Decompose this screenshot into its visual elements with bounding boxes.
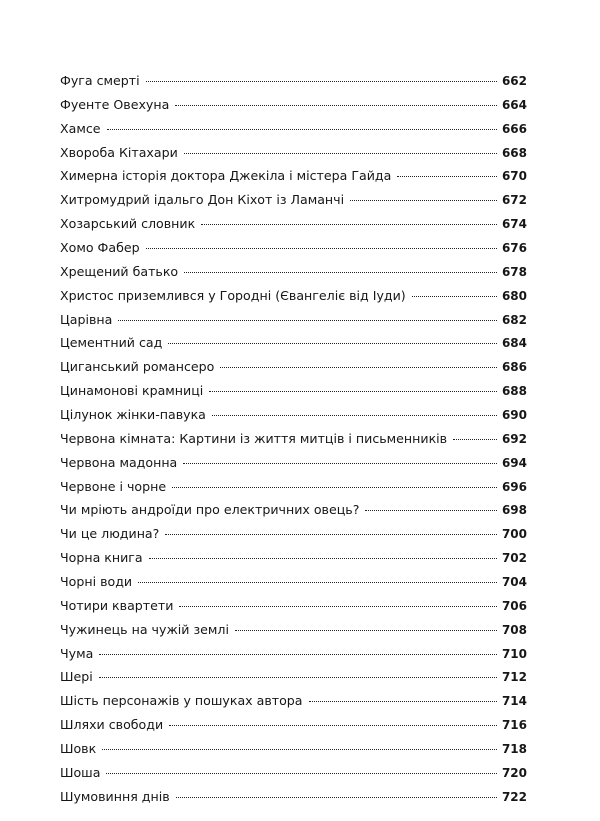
toc-entry [60, 570, 527, 594]
entry-page-number: 708 [501, 622, 527, 637]
entry-page-number: 678 [501, 264, 527, 279]
entry-page-number: 704 [501, 575, 527, 590]
entry-title: Червоне і чорне [60, 478, 167, 494]
toc-entry [60, 594, 527, 618]
entry-page-number: 702 [501, 551, 527, 566]
entry-title: Христос приземлився у Городні (Євангеліє від Іуди) [60, 287, 406, 303]
entry-page-number: 716 [501, 718, 527, 733]
dot-leader [176, 797, 497, 798]
toc-entry [60, 379, 527, 403]
entry-title: Шумовиння днів [60, 788, 170, 804]
dot-leader [172, 487, 497, 488]
entry-title: Хрещений батько [60, 263, 179, 279]
toc-entry [60, 331, 527, 355]
dot-leader [146, 81, 497, 82]
entry-page-number: 686 [501, 360, 527, 375]
dot-leader [146, 248, 497, 249]
entry-title: Хитромудрий ідальго Дон Кіхот із Ламанчі [60, 192, 345, 208]
entry-title: Цементний сад [60, 335, 163, 351]
entry-page-number: 690 [501, 408, 527, 423]
toc-entry [60, 665, 527, 689]
toc-entry [60, 164, 527, 188]
entry-title: Шовк [60, 741, 97, 757]
entry-page-number: 662 [501, 74, 527, 88]
entry-title: Шоша [60, 764, 101, 780]
entry-title: Царівна [60, 311, 113, 327]
entry-page-number: 710 [501, 646, 527, 661]
entry-title: Чи це людина? [60, 526, 160, 542]
dot-leader [365, 510, 497, 511]
dot-leader [350, 200, 497, 201]
dot-leader [99, 654, 497, 655]
toc-entry [60, 451, 527, 475]
dot-leader [453, 439, 497, 440]
entry-title: Червона кімната: Картини із життя митців і письменників [60, 430, 448, 446]
entry-page-number: 676 [501, 241, 527, 256]
entry-title: Шляхи свободи [60, 717, 164, 733]
entry-title: Шері [60, 669, 93, 685]
entry-page-number: 682 [501, 312, 527, 327]
toc-entry [60, 117, 527, 141]
entry-title: Чотири квартети [60, 597, 174, 613]
dot-leader [165, 534, 497, 535]
entry-page-number: 674 [501, 217, 527, 232]
entry-page-number: 694 [501, 455, 527, 470]
entry-title: Цілунок жінки-павука [60, 407, 206, 423]
entry-title: Фуенте Овехуна [60, 96, 170, 112]
entry-page-number: 670 [501, 169, 527, 184]
table-of-contents [60, 69, 527, 809]
dot-leader [175, 105, 497, 106]
entry-title: Чума [60, 645, 94, 661]
entry-title: Хозарський словник [60, 216, 196, 232]
toc-entry [60, 308, 527, 332]
entry-page-number: 706 [501, 598, 527, 613]
toc-entry [60, 737, 527, 761]
toc-entry [60, 355, 527, 379]
dot-leader [201, 224, 497, 225]
toc-entry [60, 689, 527, 713]
dot-leader [183, 463, 497, 464]
dot-leader [179, 606, 497, 607]
entry-title: Чужинець на чужій землі [60, 621, 229, 637]
toc-entry [60, 522, 527, 546]
entry-title: Циганський романсеро [60, 359, 215, 375]
entry-page-number: 696 [501, 479, 527, 494]
entry-title: Чи мріють андроїди про електричних овець? [60, 502, 360, 518]
entry-page-number: 712 [501, 670, 527, 685]
entry-page-number: 722 [501, 789, 527, 804]
entry-page-number: 668 [501, 145, 527, 160]
dot-leader [184, 272, 497, 273]
entry-title: Хамсе [60, 120, 101, 136]
dot-leader [309, 701, 497, 702]
toc-entry [60, 93, 527, 117]
dot-leader [220, 367, 497, 368]
dot-leader [168, 343, 497, 344]
toc-entry [60, 260, 527, 284]
entry-page-number: 688 [501, 384, 527, 399]
toc-entry [60, 188, 527, 212]
entry-page-number: 714 [501, 694, 527, 709]
toc-entry [60, 498, 527, 522]
dot-leader [184, 153, 497, 154]
entry-page-number: 720 [501, 765, 527, 780]
entry-title: Чорні води [60, 574, 133, 590]
toc-entry [60, 785, 527, 809]
toc-entry [60, 212, 527, 236]
entry-title: Чорна книга [60, 550, 143, 566]
entry-page-number: 718 [501, 742, 527, 757]
dot-leader [118, 320, 497, 321]
entry-page-number: 700 [501, 527, 527, 542]
entry-title: Цинамонові крамниці [60, 383, 204, 399]
dot-leader [99, 677, 497, 678]
entry-title: Шість персонажів у пошуках автора [60, 693, 303, 709]
entry-page-number: 692 [501, 431, 527, 446]
dot-leader [107, 129, 497, 130]
toc-entry [60, 618, 527, 642]
dot-leader [412, 296, 497, 297]
toc-entry [60, 284, 527, 308]
dot-leader [138, 582, 497, 583]
entry-page-number: 672 [501, 193, 527, 208]
entry-page-number: 680 [501, 288, 527, 303]
dot-leader [102, 749, 497, 750]
toc-entry [60, 69, 527, 93]
toc-entry [60, 141, 527, 165]
dot-leader [235, 630, 497, 631]
toc-entry [60, 236, 527, 260]
toc-entry [60, 403, 527, 427]
toc-entry [60, 427, 527, 451]
toc-entry [60, 761, 527, 785]
entry-page-number: 698 [501, 503, 527, 518]
dot-leader [212, 415, 497, 416]
toc-entry [60, 713, 527, 737]
entry-title: Химерна історія доктора Джекіла і містера Гайда [60, 168, 392, 184]
dot-leader [149, 558, 497, 559]
dot-leader [106, 773, 497, 774]
entry-page-number: 664 [501, 97, 527, 112]
toc-entry [60, 546, 527, 570]
dot-leader [397, 176, 497, 177]
dot-leader [209, 391, 497, 392]
toc-entry [60, 475, 527, 499]
dot-leader [169, 725, 497, 726]
entry-title: Хвороба Кітахари [60, 144, 178, 160]
entry-title: Фуга смерті [60, 73, 140, 88]
entry-title: Хомо Фабер [60, 240, 140, 256]
toc-entry [60, 642, 527, 666]
entry-page-number: 684 [501, 336, 527, 351]
entry-title: Червона мадонна [60, 454, 178, 470]
entry-page-number: 666 [501, 121, 527, 136]
